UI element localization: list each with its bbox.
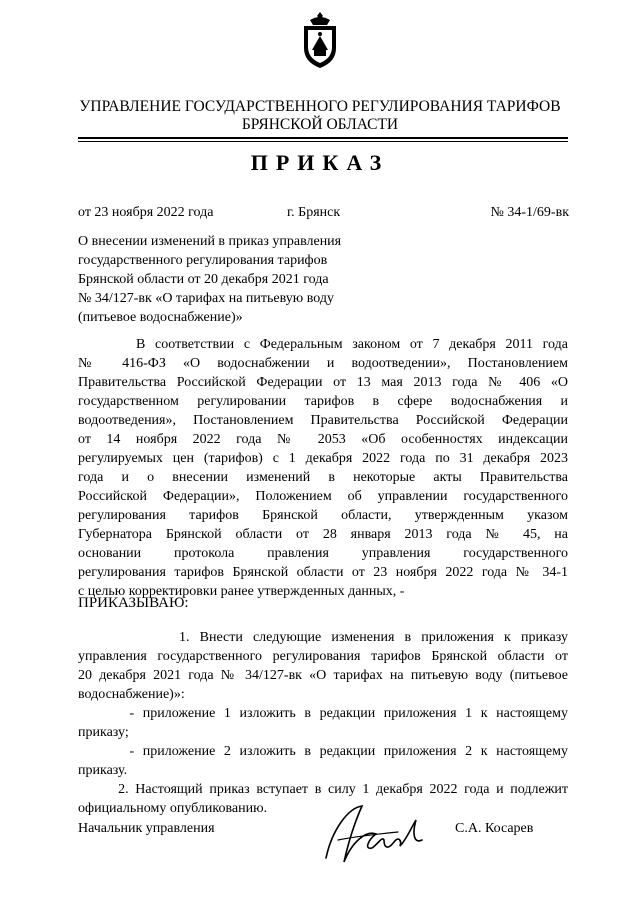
document-subject [78,232,388,327]
preamble-line: регулирования тарифов Брянской области от 23 ноября 2022 года № 34-1 [78,565,568,580]
preamble-line: Правительства Российской Федерации от 13 мая 2013 года № 406 «О [78,375,568,390]
subject-line: Брянской области от 20 декабря 2021 года [78,272,329,287]
signatory-position: Начальник управления [78,821,215,836]
preamble-line: регулирования тарифов Брянской области, утвержденным указом [78,508,568,523]
item-line: 1. Внести следующие изменения в приложения к приказу [78,630,568,645]
preamble-line: водоотведения», Постановлением Правительства Российской Федерации [78,413,568,428]
subject-line: О внесении изменений в приказ управления [78,234,342,249]
preamble-line: государственном регулировании тарифов в сфере водоснабжения и [78,394,568,409]
document-title: ПРИКАЗ [250,150,390,175]
organization-name-line1: УПРАВЛЕНИЕ ГОСУДАРСТВЕННОГО РЕГУЛИРОВАНИЯ ТАРИФОВ [79,98,561,115]
preamble-paragraph [78,335,568,601]
subject-line: № 34/127-вк «О тарифах на питьевую воду [78,291,334,306]
item-line: 2. Настоящий приказ вступает в силу 1 декабря 2022 года и подлежит [78,782,568,797]
signatory-name: С.А. Косарев [455,821,534,836]
item-line: - приложение 1 изложить в редакции приложения 1 к настоящему [78,706,568,721]
order-heading: ПРИКАЗЫВАЮ: [78,595,189,611]
preamble-line: от 14 ноября 2022 года № 2053 «Об особенностях индексации [78,432,568,447]
order-items [78,628,568,818]
preamble-line: В соответствии с Федеральным законом от 7 декабря 2011 года [78,337,568,352]
preamble-line: года и о внесении изменений в некоторые акты Правительства [78,470,568,485]
item-line: официальному опубликованию. [78,801,268,816]
item-line: управления государственного регулирования тарифов Брянской области от [78,649,568,664]
preamble-line: основании протокола правления управления государственного [78,546,568,561]
handwritten-signature [318,800,436,870]
coat-of-arms-icon [296,10,344,70]
subject-line: государственного регулирования тарифов [78,253,328,268]
subject-line: (питьевое водоснабжение)» [78,310,243,325]
header-divider-thin [78,141,568,142]
preamble-line: № 416-ФЗ «О водоснабжении и водоотведении», Постановлением [78,356,568,371]
document-date: от 23 ноября 2022 года [78,205,214,220]
document-city: г. Брянск [287,205,341,220]
preamble-line: регулируемых цен (тарифов) с 1 декабря 2022 года по 31 декабря 2023 [78,451,568,466]
item-line: - приложение 2 изложить в редакции приложения 2 к настоящему [78,744,568,759]
item-line: водоснабжение)»: [78,687,185,702]
item-line: приказу. [78,763,128,778]
organization-name-line2: БРЯНСКОЙ ОБЛАСТИ [241,116,399,133]
item-line: 20 декабря 2021 года № 34/127-вк «О тарифах на питьевую воду (питьевое [78,668,568,683]
preamble-line: Российской Федерации», Положением об управлении государственного [78,489,568,504]
header-divider-thick [78,137,568,139]
preamble-line: Губернатора Брянской области от 28 января 2013 года № 45, на [78,527,568,542]
document-number: № 34-1/69-вк [490,205,569,220]
item-line: приказу; [78,725,129,740]
preamble-line: с целью корректировки ранее утвержденных данных, - [78,584,405,599]
